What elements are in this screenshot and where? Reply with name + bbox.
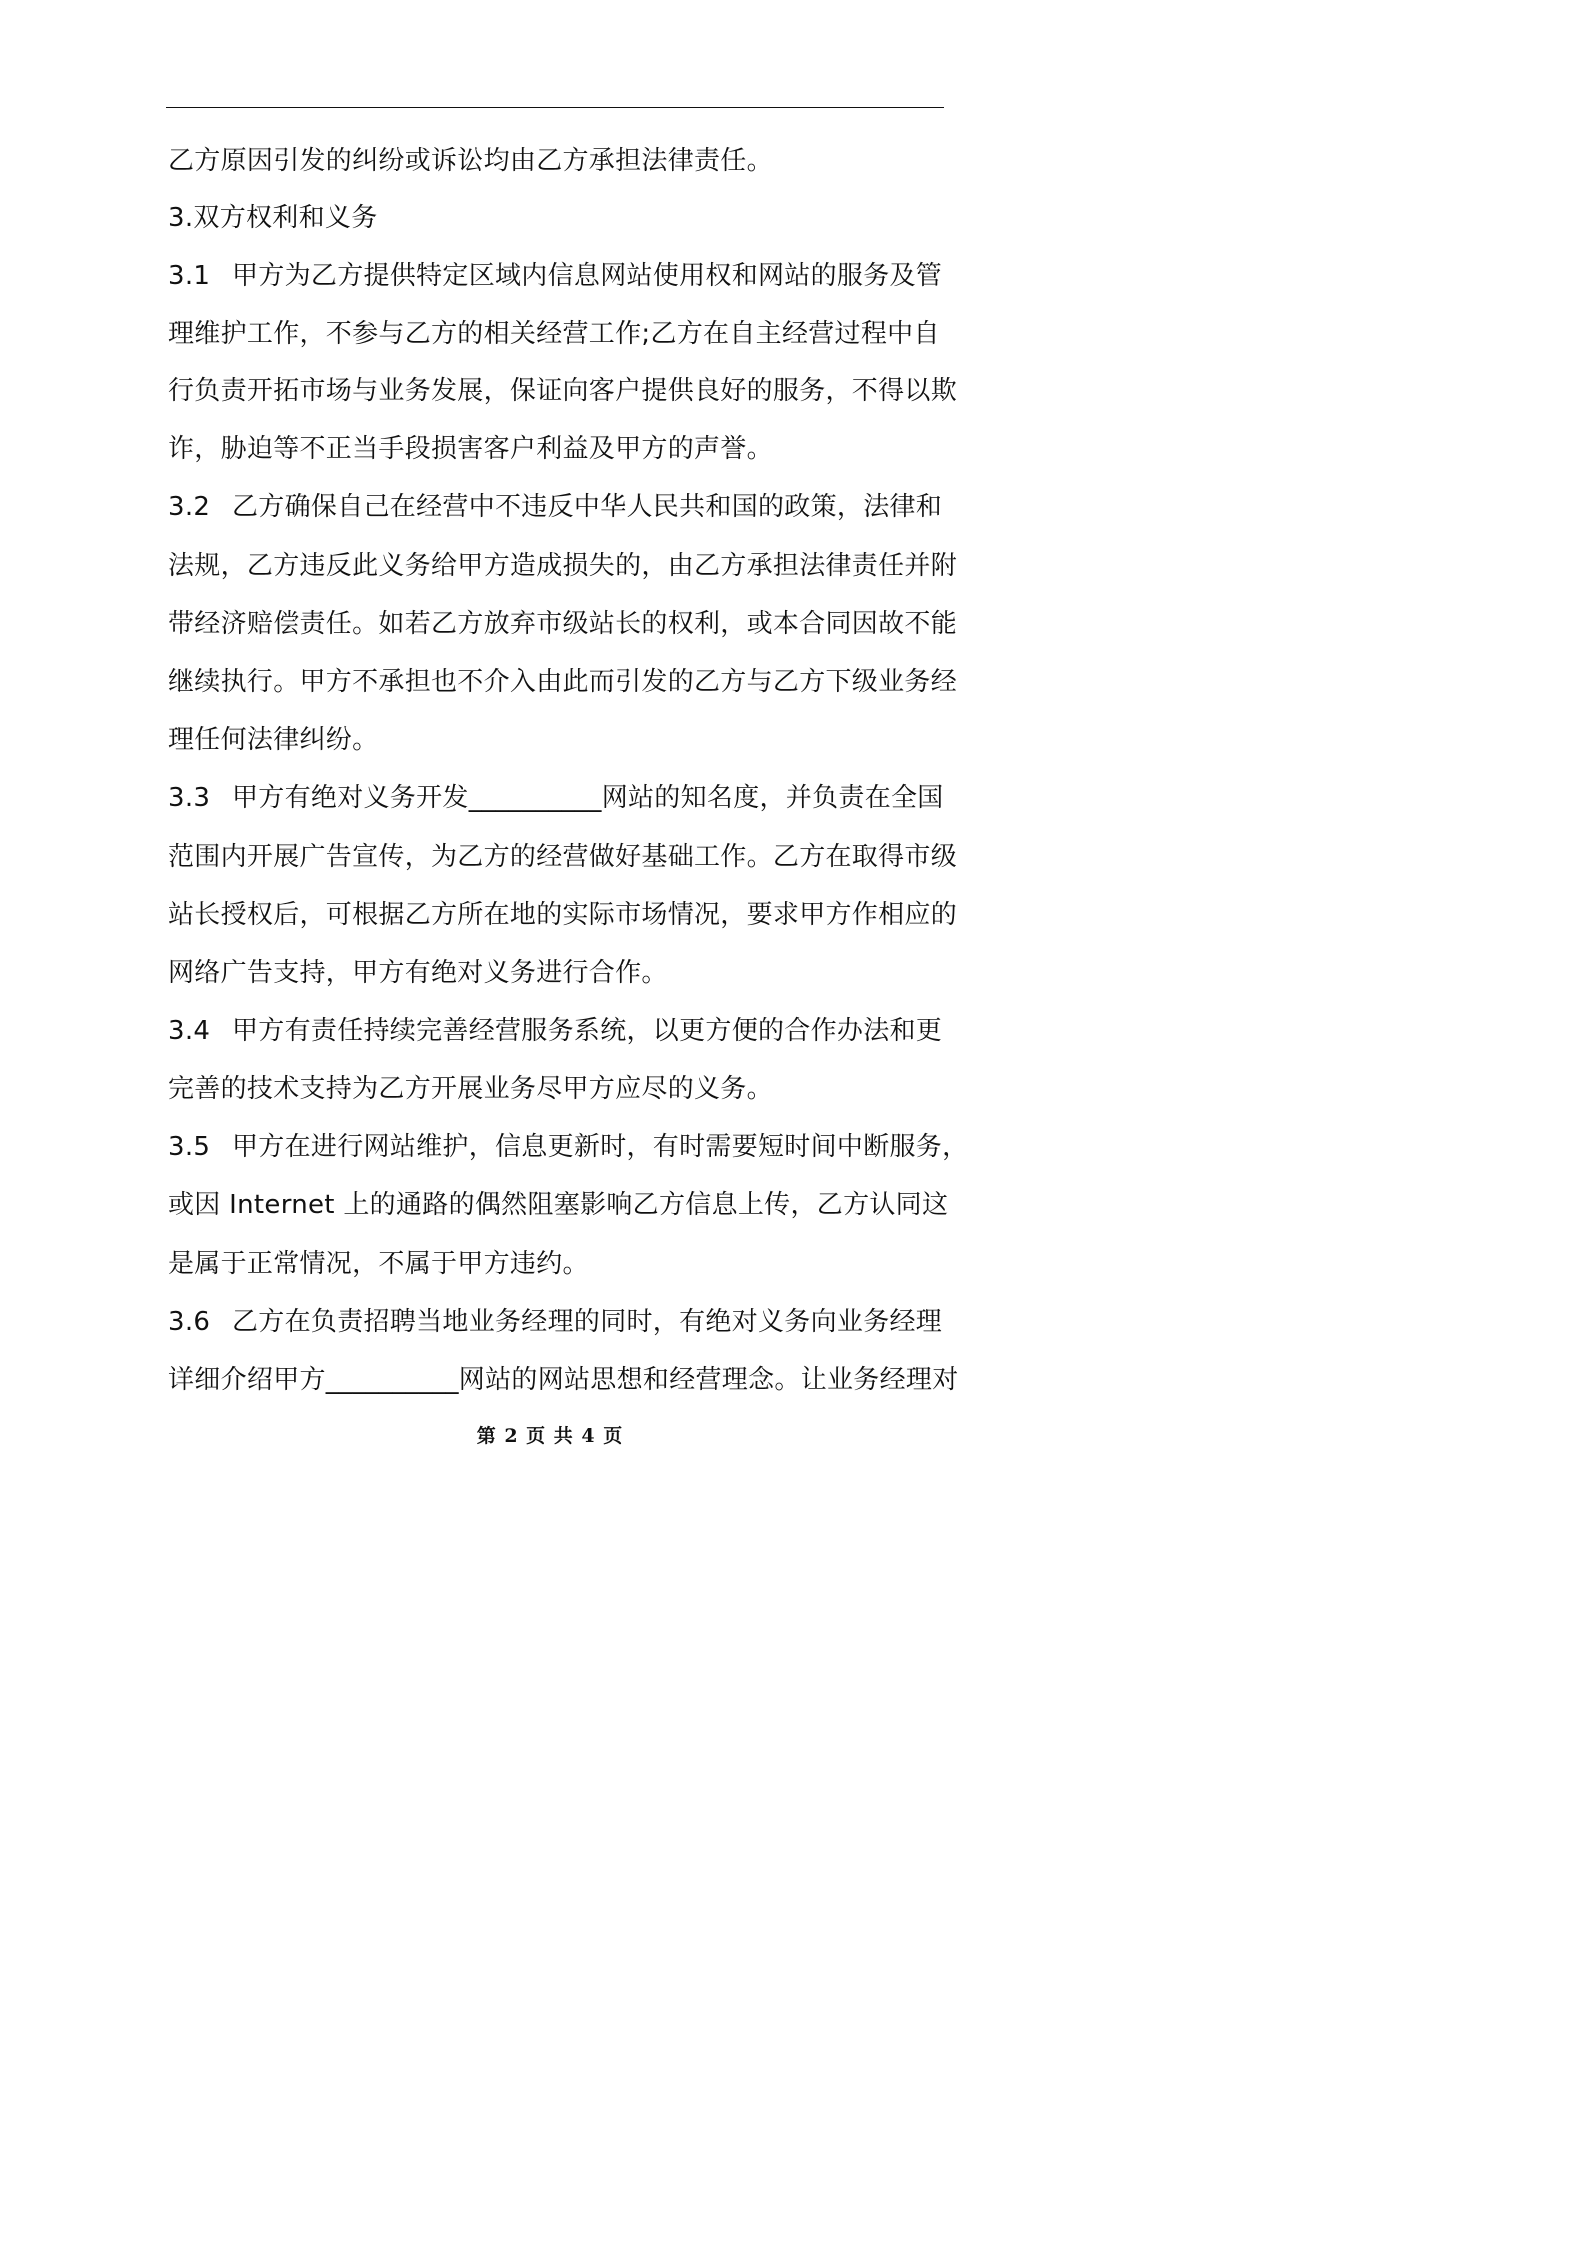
line-text: 甲方有绝对义务开发__________网站的知名度，并负责在全国 [232, 783, 944, 813]
document-page [0, 0, 1100, 1556]
line-text: 网络广告支持，甲方有绝对义务进行合作。 [168, 958, 668, 988]
line-text: 理任何法律纠纷。 [168, 725, 379, 755]
paragraph-line [168, 1190, 948, 1220]
clause-number: 3.6 [168, 1307, 211, 1337]
paragraph-line [168, 900, 957, 930]
line-text: 乙方确保自己在经营中不违反中华人民共和国的政策，法律和 [232, 492, 943, 522]
header-rule [166, 107, 944, 108]
line-text: 或因 Internet 上的通路的偶然阻塞影响乙方信息上传，乙方认同这 [168, 1190, 949, 1220]
paragraph-line [168, 1365, 959, 1395]
line-text: 带经济赔偿责任。如若乙方放弃市级站长的权利，或本合同因故不能 [168, 609, 958, 639]
paragraph-line [168, 1016, 942, 1046]
paragraph-line [168, 146, 773, 176]
paragraph-line [168, 1132, 968, 1162]
line-text: 理维护工作，不参与乙方的相关经营工作;乙方在自主经营过程中自 [168, 319, 940, 349]
paragraph-line [168, 1249, 589, 1279]
line-text: 3.双方权利和义务 [168, 203, 378, 233]
line-text: 范围内开展广告宣传，为乙方的经营做好基础工作。乙方在取得市级 [168, 842, 958, 872]
line-text: 站长授权后，可根据乙方所在地的实际市场情况，要求甲方作相应的 [168, 900, 958, 930]
line-text: 甲方在进行网站维护，信息更新时，有时需要短时间中断服务， [232, 1132, 969, 1162]
paragraph-line [168, 319, 940, 349]
paragraph-line [168, 551, 957, 581]
clause-number: 3.3 [168, 783, 211, 813]
paragraph-line [168, 261, 942, 291]
paragraph-line [168, 492, 942, 522]
paragraph-line [168, 842, 957, 872]
paragraph-line [168, 376, 957, 406]
paragraph-line [168, 1074, 773, 1104]
line-text: 甲方有责任持续完善经营服务系统，以更方便的合作办法和更 [232, 1016, 943, 1046]
line-text: 完善的技术支持为乙方开展业务尽甲方应尽的义务。 [168, 1074, 773, 1104]
paragraph-line [168, 783, 944, 813]
paragraph-line [168, 609, 957, 639]
line-text: 乙方在负责招聘当地业务经理的同时，有绝对义务向业务经理 [232, 1307, 943, 1337]
clause-number: 3.4 [168, 1016, 211, 1046]
line-text: 乙方原因引发的纠纷或诉讼均由乙方承担法律责任。 [168, 146, 773, 176]
page-footer: 第 2 页 共 4 页 [476, 1425, 624, 1447]
line-text: 继续执行。甲方不承担也不介入由此而引发的乙方与乙方下级业务经 [168, 667, 958, 697]
clause-number: 3.1 [168, 261, 211, 291]
line-text: 详细介绍甲方__________网站的网站思想和经营理念。让业务经理对 [168, 1365, 959, 1395]
line-text: 甲方为乙方提供特定区域内信息网站使用权和网站的服务及管 [232, 261, 943, 291]
paragraph-line [168, 1307, 942, 1337]
paragraph-line [168, 434, 773, 464]
clause-number: 3.5 [168, 1132, 211, 1162]
line-text: 是属于正常情况，不属于甲方违约。 [168, 1249, 589, 1279]
clause-number: 3.2 [168, 492, 211, 522]
line-text: 行负责开拓市场与业务发展，保证向客户提供良好的服务，不得以欺 [168, 376, 958, 406]
paragraph-line [168, 958, 668, 988]
line-text: 法规，乙方违反此义务给甲方造成损失的，由乙方承担法律责任并附 [168, 551, 958, 581]
line-text: 诈，胁迫等不正当手段损害客户利益及甲方的声誉。 [168, 434, 773, 464]
paragraph-line [168, 725, 378, 755]
paragraph-line [168, 203, 378, 233]
paragraph-line [168, 667, 957, 697]
